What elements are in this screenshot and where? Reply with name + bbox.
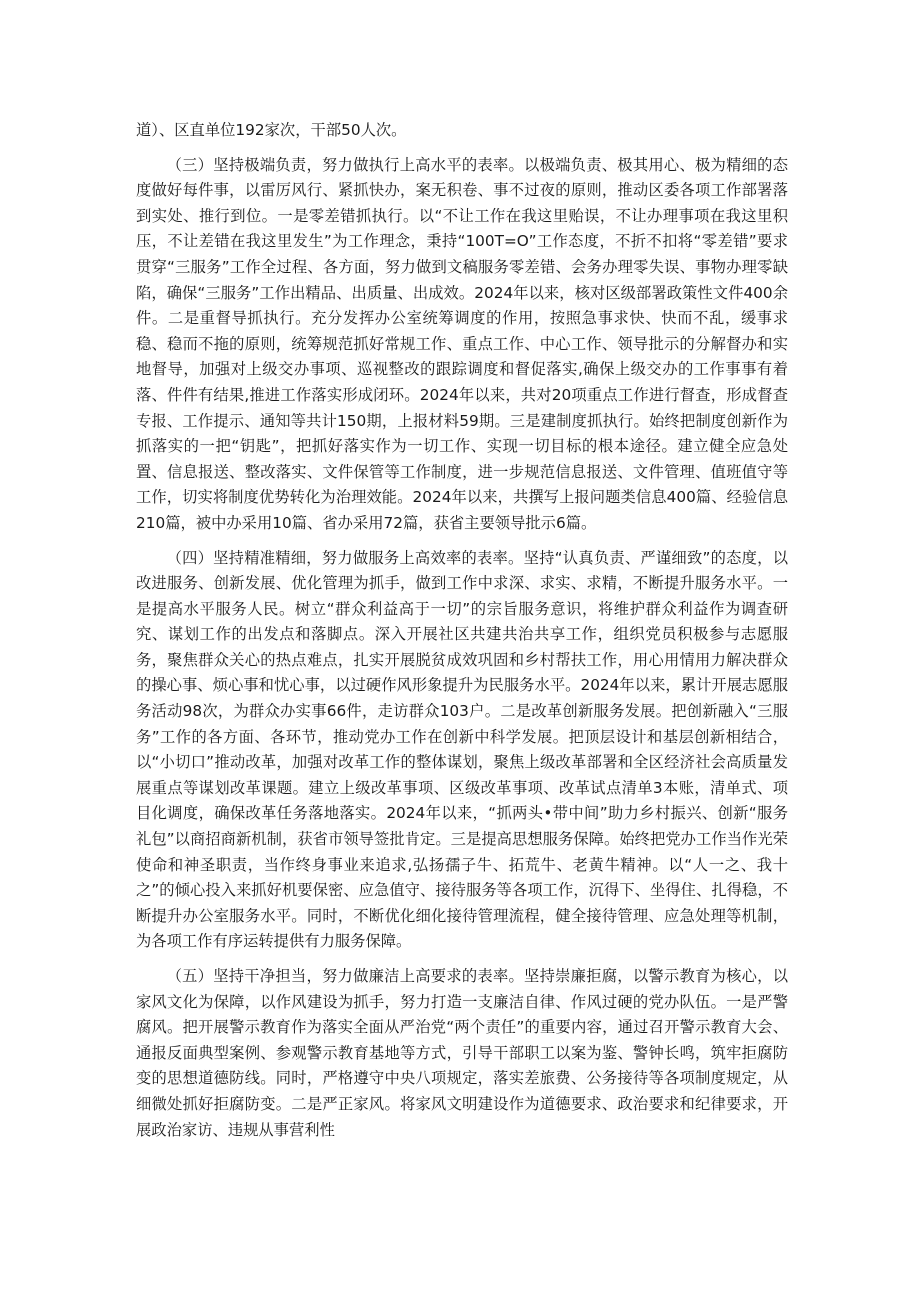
paragraph-section-5: （五）坚持干净担当，努力做廉洁上高要求的表率。坚持崇廉拒腐，以警示教育为核心，以家风文化为保障，以作风建设为抓手，努力打造一支廉洁自律、作风过硬的党办队伍。一是严警腐风。把开展警示教育作为落实全面从严治党“两个责任”的重要内容，通过召开警示教育大会、通报反面典型案例、参观警示教育基地等方式，引导干部职工以案为鉴、警钟长鸣，筑牢拒腐防变的思想道德防线。同时，严格遵守中央八项规定，落实差旅费、公务接待等各项制度规定，从细微处抓好拒腐防变。二是严正家风。将家风文明建设作为道德要求、政治要求和纪律要求，开展政治家访、违规从事营利性	[136, 967, 788, 1139]
paragraph-continuation: 道）、区直单位192家次，干部50人次。	[136, 121, 407, 139]
paragraph-section-3: （三）坚持极端负责，努力做执行上高水平的表率。以极端负责、极其用心、极为精细的态度做好每件事，以雷厉风行、紧抓快办，案无积卷、事不过夜的原则，推动区委各项工作部署落到实处、推行到位。一是零差错抓执行。以“不让工作在我这里贻误，不让办理事项在我这里积压，不让差错在我这里发生”为工作理念，秉持“100T=O”工作态度，不折不扣将“零差错”要求贯穿“三服务”工作全过程、各方面，努力做到文稿服务零差错、会务办理零失误、事物办理零缺陷，确保“三服务”工作出精品、出质量、出成效。2024年以来，核对区级部署政策性文件400余件。二是重督导抓执行。充分发挥办公室统筹调度的作用，按照急事求快、快而不乱，缓事求稳、稳而不拖的原则，统筹规范抓好常规工作、重点工作、中心工作、领导批示的分解督办和实地督导，加强对上级交办事项、巡视整改的跟踪调度和督促落实,确保上级交办的工作事事有着落、件件有结果,推进工作落实形成闭环。2024年以来，共对20项重点工作进行督查，形成督查专报、工作提示、通知等共计150期，上报材料59期。三是建制度抓执行。始终把制度创新作为抓落实的一把“钥匙”，把抓好落实作为一切工作、实现一切目标的根本途径。建立健全应急处置、信息报送、整改落实、文件保管等工作制度，进一步规范信息报送、文件管理、值班值守等工作，切实将制度优势转化为治理效能。2024年以来，共撰写上报问题类信息400篇、经验信息210篇，被中办采用10篇、省办采用72篇，获省主要领导批示6篇。	[136, 155, 788, 532]
document-body	[136, 118, 788, 1143]
paragraph-section-4: （四）坚持精准精细，努力做服务上高效率的表率。坚持“认真负责、严谨细致”的态度，以改进服务、创新发展、优化管理为抓手，做到工作中求深、求实、求精，不断提升服务水平。一是提高水平服务人民。树立“群众利益高于一切”的宗旨服务意识，将维护群众利益作为调查研究、谋划工作的出发点和落脚点。深入开展社区共建共治共享工作，组织党员积极参与志愿服务，聚焦群众关心的热点难点，扎实开展脱贫成效巩固和乡村帮扶工作，用心用情用力解决群众的操心事、烦心事和忧心事，以过硬作风形象提升为民服务水平。2024年以来，累计开展志愿服务活动98次，为群众办实事66件，走访群众103户。二是改革创新服务发展。把创新融入“三服务”工作的各方面、各环节，推动党办工作在创新中科学发展。把顶层设计和基层创新相结合，以“小切口”推动改革，加强对改革工作的整体谋划，聚焦上级改革部署和全区经济社会高质量发展重点等谋划改革课题。建立上级改革事项、区级改革事项、改革试点清单3本账，清单式、项目化调度，确保改革任务落地落实。2024年以来，“抓两头•带中间”助力乡村振兴、创新“服务礼包”以商招商新机制，获省市领导签批肯定。三是提高思想服务保障。始终把党办工作当作光荣使命和神圣职责，当作终身事业来追求,弘扬孺子牛、拓荒牛、老黄牛精神。以“人一之、我十之”的倾心投入来抓好机要保密、应急值守、接待服务等各项工作，沉得下、坐得住、扎得稳，不断提升办公室服务水平。同时，不断优化细化接待管理流程，健全接待管理、应急处理等机制，为各项工作有序运转提供有力服务保障。	[136, 548, 788, 951]
